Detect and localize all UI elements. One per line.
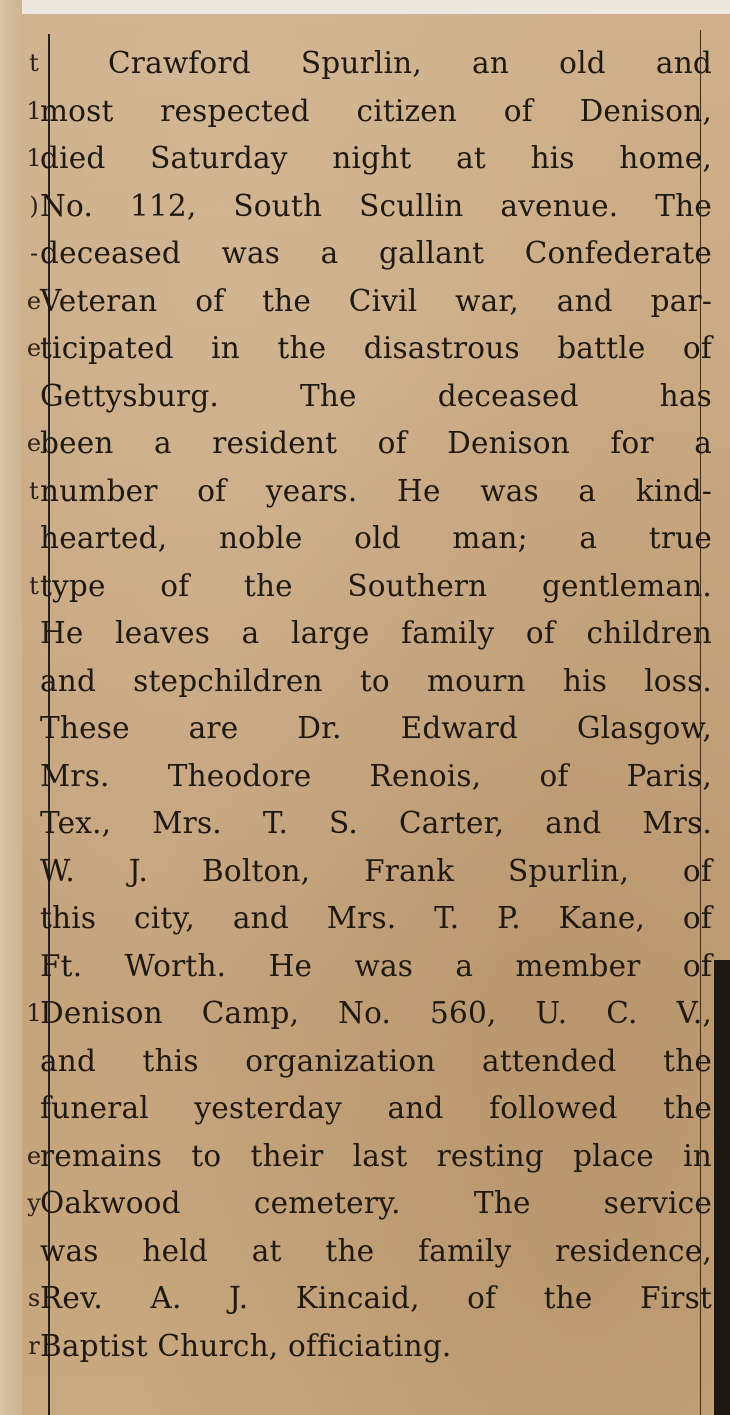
obituary-article — [40, 40, 712, 1370]
margin-fragment: 1 — [26, 999, 42, 1027]
article-line: Mrs. Theodore Renois, of Paris, — [40, 758, 712, 793]
article-line: most respected citizen of Denison, — [40, 93, 712, 128]
article-line: deceased was a gallant Confederate — [40, 236, 712, 270]
article-line: These are Dr. Edward Glasgow, — [40, 711, 712, 745]
article-line: remains to their last resting place in — [40, 1138, 712, 1173]
article-line: Rev. A. J. Kincaid, of the First — [40, 1281, 712, 1315]
margin-fragment: e — [26, 334, 42, 362]
margin-fragment: t — [29, 476, 39, 505]
article-line: No. 112, South Scullin avenue. The — [40, 188, 712, 223]
article-line: ticipated in the disastrous battle of — [40, 331, 712, 365]
article-line: Ft. Worth. He was a member of — [40, 948, 712, 983]
margin-fragment: - — [29, 239, 39, 267]
article-line: and this organization attended the — [40, 1043, 712, 1078]
margin-fragment: e — [26, 286, 42, 315]
margin-fragment: e — [26, 1141, 42, 1170]
margin-fragment: t — [29, 49, 39, 77]
article-line: funeral yesterday and followed the — [40, 1091, 712, 1125]
margin-fragment: r — [28, 1331, 40, 1360]
ornamental-border — [714, 960, 730, 1415]
article-line: been a resident of Denison for a — [40, 426, 712, 460]
margin-fragment: y — [27, 1189, 41, 1217]
margin-fragment: e — [26, 429, 42, 457]
article-line: W. J. Bolton, Frank Spurlin, of — [40, 853, 712, 888]
article-line: died Saturday night at his home, — [40, 141, 712, 175]
article-line: type of the Southern gentleman. — [40, 568, 712, 603]
article-line: Oakwood cemetery. The service — [40, 1186, 712, 1220]
article-line: Gettysburg. The deceased has — [40, 378, 712, 413]
margin-fragment: 1 — [26, 144, 42, 172]
article-line: and stepchildren to mourn his loss. — [40, 663, 712, 698]
article-line: Veteran of the Civil war, and par- — [40, 283, 712, 318]
article-line: hearted, noble old man; a true — [40, 521, 712, 555]
article-line: was held at the family residence, — [40, 1233, 712, 1268]
article-line: number of years. He was a kind- — [40, 473, 712, 508]
margin-fragment: s — [27, 1284, 41, 1312]
scan-background-strip — [0, 0, 730, 14]
margin-fragment: t — [29, 571, 39, 600]
article-line: He leaves a large family of children — [40, 616, 712, 650]
margin-fragment: 1 — [26, 96, 42, 125]
article-line: Denison Camp, No. 560, U. C. V., — [40, 996, 712, 1030]
article-line: Baptist Church, officiating. — [40, 1328, 452, 1363]
article-line: this city, and Mrs. T. P. Kane, of — [40, 901, 712, 935]
margin-fragment: ) — [29, 191, 39, 220]
clipping-left-edge — [0, 0, 22, 1415]
article-line: Crawford Spurlin, an old and — [108, 46, 712, 80]
article-line: Tex., Mrs. T. S. Carter, and Mrs. — [40, 806, 712, 840]
